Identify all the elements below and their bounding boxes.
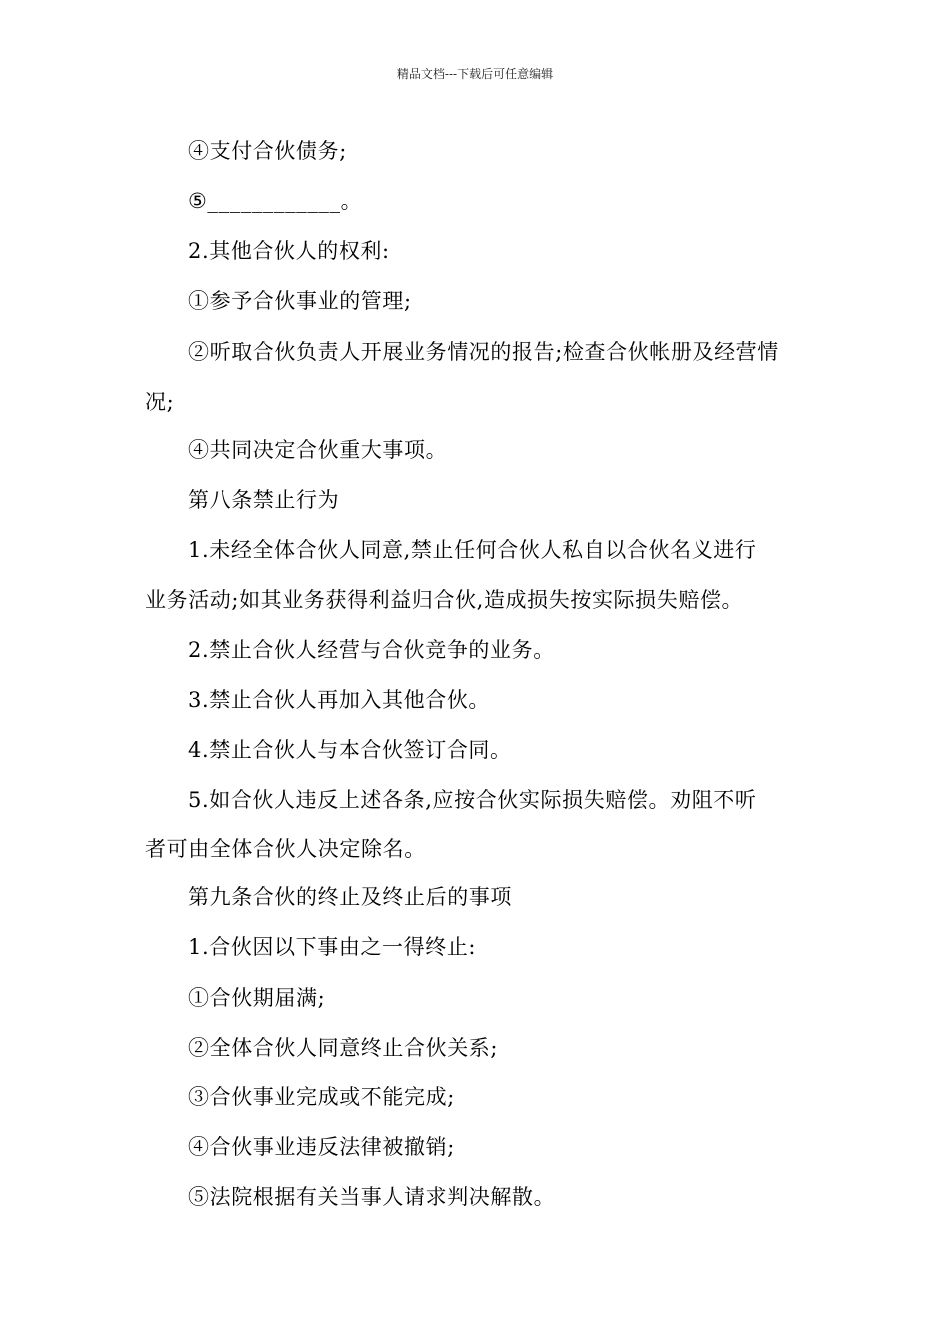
list-item: 1.未经全体合伙人同意,禁止任何合伙人私自以合伙名义进行 bbox=[188, 538, 757, 562]
list-item: ①参予合伙事业的管理; bbox=[188, 289, 412, 313]
list-item: ⑤法院根据有关当事人请求判决解散。 bbox=[188, 1185, 556, 1209]
list-item: ②听取合伙负责人开展业务情况的报告;检查合伙帐册及经营情 bbox=[188, 340, 779, 364]
list-item: 5.如合伙人违反上述各条,应按合伙实际损失赔偿。劝阻不听 bbox=[188, 788, 757, 812]
list-item-continuation: 况; bbox=[145, 390, 175, 414]
list-item: 2.其他合伙人的权利: bbox=[188, 239, 390, 263]
list-item: 1.合伙因以下事由之一得终止: bbox=[188, 935, 477, 959]
list-item-continuation: 业务活动;如其业务获得利益归合伙,造成损失按实际损失赔偿。 bbox=[145, 588, 744, 612]
list-item: ②全体合伙人同意终止合伙关系; bbox=[188, 1036, 499, 1060]
list-item: ④共同决定合伙重大事项。 bbox=[188, 438, 448, 462]
list-item-continuation: 者可由全体合伙人决定除名。 bbox=[145, 837, 426, 861]
list-item: ①合伙期届满; bbox=[188, 986, 326, 1010]
section-heading: 第八条禁止行为 bbox=[188, 488, 340, 512]
page-header: 精品文档---下载后可任意编辑 bbox=[396, 67, 554, 81]
list-item: ④支付合伙债务; bbox=[188, 139, 347, 163]
list-item: ④合伙事业违反法律被撤销; bbox=[188, 1135, 455, 1159]
list-item: 4.禁止合伙人与本合伙签订合同。 bbox=[188, 738, 512, 762]
section-heading: 第九条合伙的终止及终止后的事项 bbox=[188, 885, 512, 909]
list-item: 2.禁止合伙人经营与合伙竞争的业务。 bbox=[188, 638, 555, 662]
list-item: 3.禁止合伙人再加入其他合伙。 bbox=[188, 688, 491, 712]
list-item: ⑤____________。 bbox=[188, 189, 363, 213]
list-item: ③合伙事业完成或不能完成; bbox=[188, 1085, 455, 1109]
